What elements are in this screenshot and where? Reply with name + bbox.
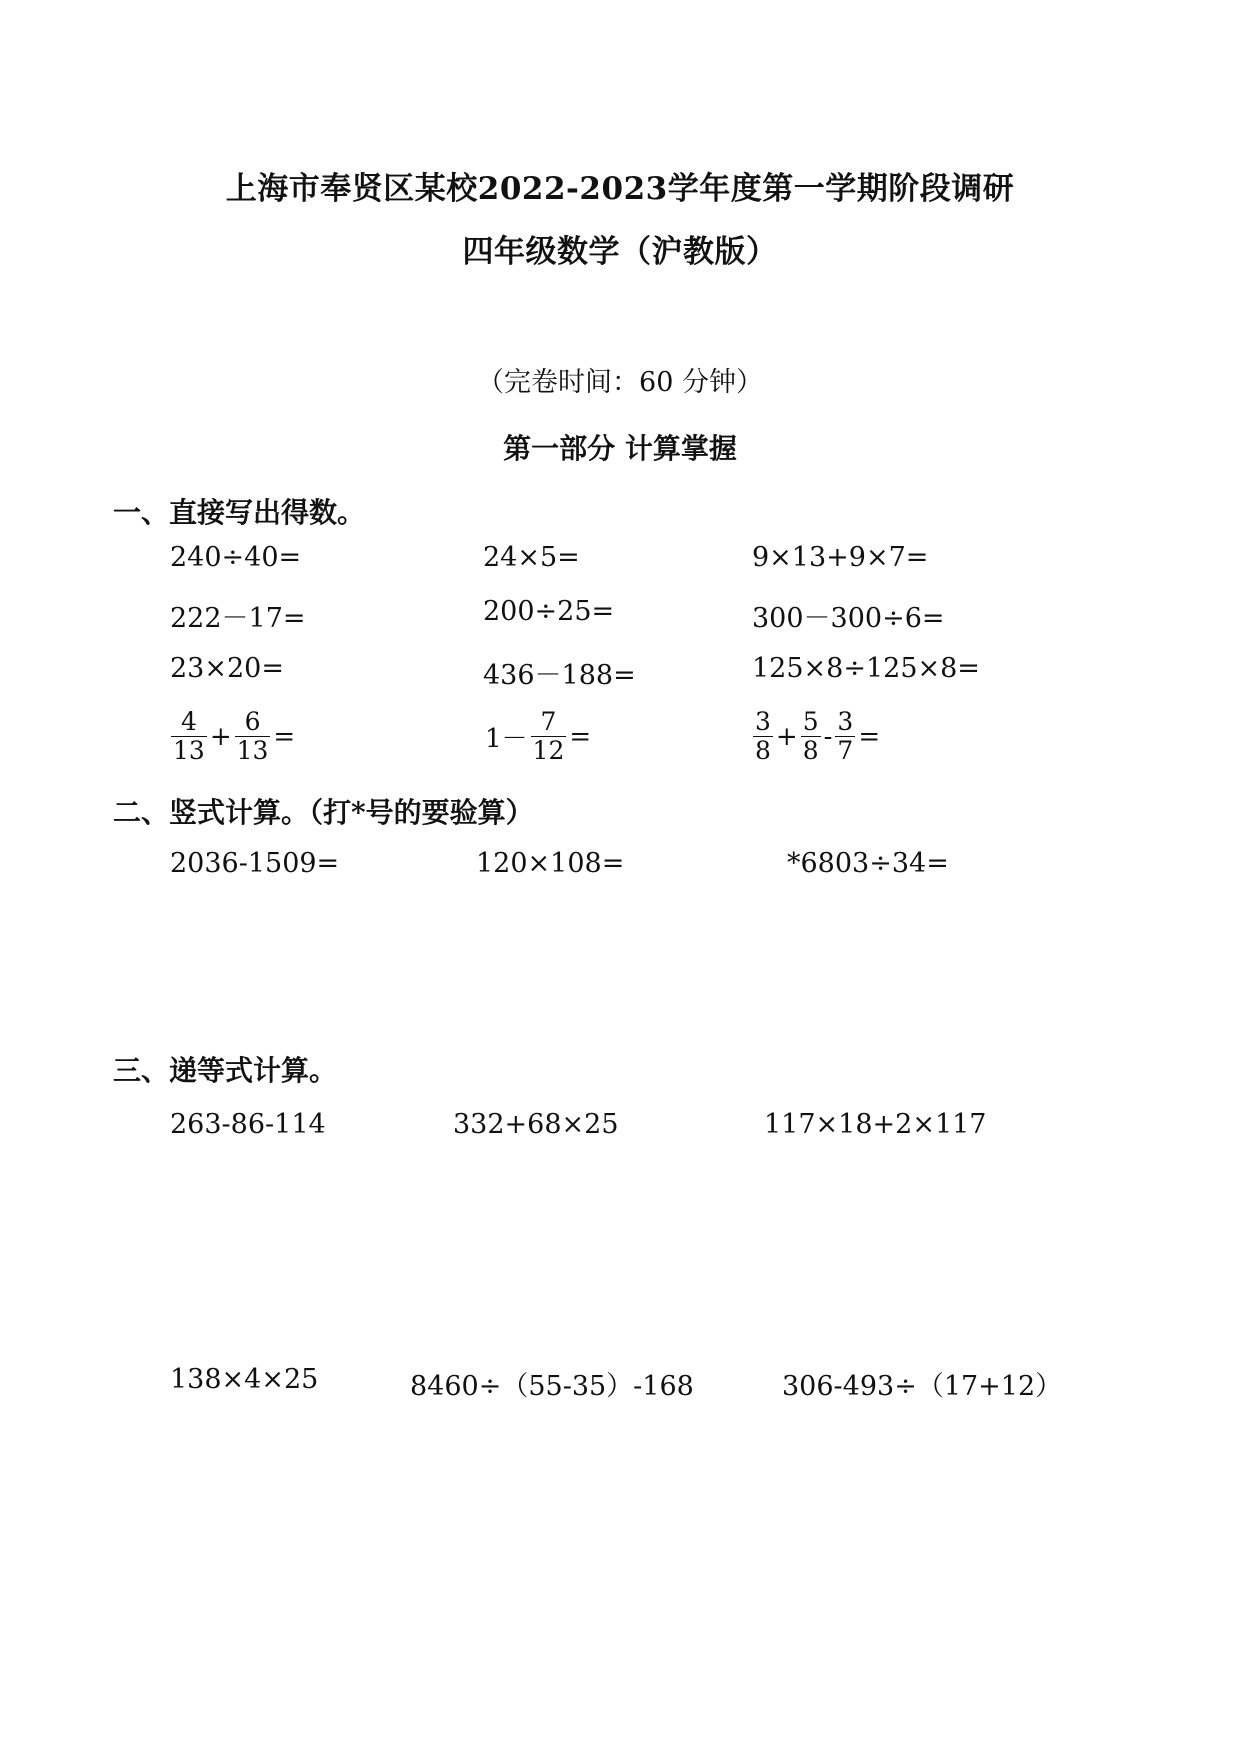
section1-heading: 一、直接写出得数。 bbox=[113, 496, 366, 529]
operator: - bbox=[823, 721, 833, 752]
equals: = bbox=[273, 721, 296, 752]
numerator: 7 bbox=[540, 707, 557, 736]
question: 23×20= bbox=[170, 653, 284, 684]
question: 436－188= bbox=[483, 660, 636, 691]
fraction bbox=[531, 708, 567, 765]
question: *6803÷34= bbox=[787, 848, 949, 879]
section2-heading: 二、竖式计算。（打*号的要验算） bbox=[113, 796, 534, 829]
part-heading: 第一部分 计算掌握 bbox=[503, 432, 737, 465]
question: 240÷40= bbox=[170, 542, 302, 573]
question: 120×108= bbox=[476, 848, 625, 879]
question: 8460÷（55-35）-168 bbox=[410, 1371, 694, 1402]
numerator: 6 bbox=[244, 707, 261, 736]
operator: + bbox=[209, 721, 232, 752]
denominator: 13 bbox=[173, 736, 205, 765]
question: 24×5= bbox=[483, 542, 580, 573]
section3-heading: 三、递等式计算。 bbox=[113, 1054, 338, 1087]
question: 2036-1509= bbox=[170, 848, 340, 879]
question: 9×13+9×7= bbox=[752, 542, 929, 573]
fraction-question-2 bbox=[483, 708, 593, 765]
exam-time: （完卷时间：60 分钟） bbox=[477, 367, 763, 398]
equals: = bbox=[858, 721, 881, 752]
equals: = bbox=[569, 721, 592, 752]
question: 306-493÷（17+12） bbox=[782, 1371, 1063, 1402]
exam-title: 上海市奉贤区某校2022-2023学年度第一学期阶段调研 bbox=[225, 171, 1015, 207]
denominator: 13 bbox=[236, 736, 269, 765]
question: 125×8÷125×8= bbox=[752, 653, 980, 684]
question: 332+68×25 bbox=[453, 1109, 619, 1140]
operator: 1－ bbox=[485, 724, 528, 754]
denominator: 8 bbox=[802, 736, 819, 765]
fraction bbox=[835, 708, 855, 765]
denominator: 7 bbox=[837, 736, 854, 765]
operator: + bbox=[775, 721, 798, 752]
question: 263-86-114 bbox=[170, 1109, 326, 1140]
denominator: 8 bbox=[755, 736, 771, 765]
numerator: 3 bbox=[837, 707, 854, 736]
fraction bbox=[753, 708, 773, 765]
numerator: 5 bbox=[802, 707, 819, 736]
fraction bbox=[171, 708, 207, 765]
question: 138×4×25 bbox=[170, 1364, 319, 1395]
question: 117×18+2×117 bbox=[764, 1109, 987, 1140]
fraction-question-3 bbox=[752, 708, 882, 765]
question: 200÷25= bbox=[483, 596, 615, 627]
exam-subtitle: 四年级数学（沪教版） bbox=[462, 234, 778, 270]
fraction-question-1 bbox=[170, 708, 297, 765]
fraction bbox=[801, 708, 821, 765]
numerator: 4 bbox=[180, 707, 197, 736]
denominator: 12 bbox=[532, 736, 565, 765]
numerator: 3 bbox=[755, 707, 771, 736]
question: 300－300÷6= bbox=[752, 603, 945, 634]
fraction bbox=[235, 708, 271, 765]
question: 222－17= bbox=[170, 603, 306, 634]
